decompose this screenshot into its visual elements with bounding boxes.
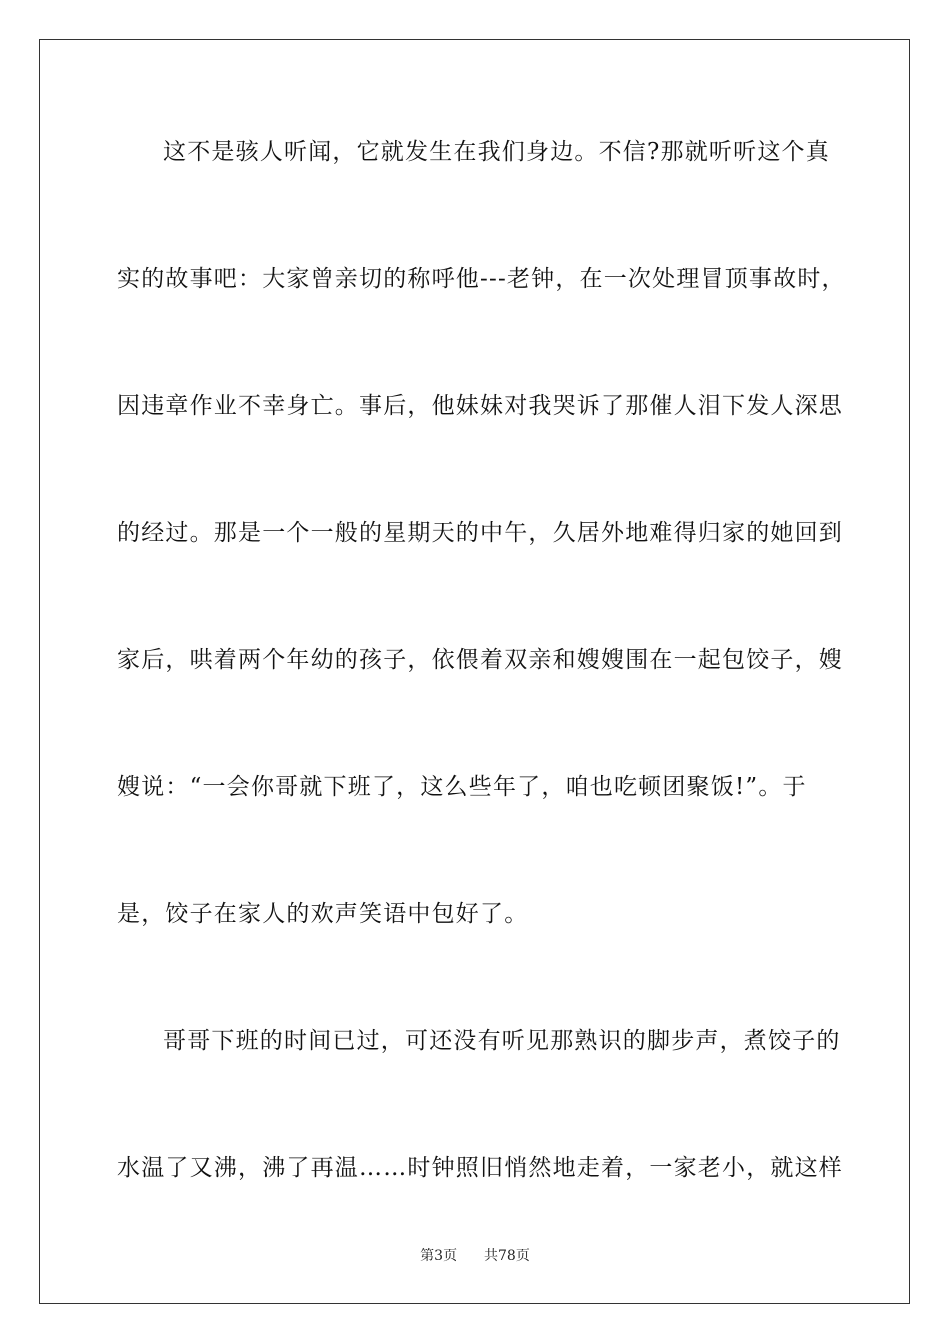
paragraph-line: 哥哥下班的时间已过，可还没有听见那熟识的脚步声，煮饺子的 (163, 1028, 841, 1054)
page-number: 第3页 (420, 1248, 458, 1264)
paragraph-line: 是，饺子在家人的欢声笑语中包好了。 (117, 901, 529, 927)
paragraph-line: 这不是骇人听闻，它就发生在我们身边。不信?那就听听这个真 (163, 139, 830, 165)
paragraph-line: 因违章作业不幸身亡。事后，他妹妹对我哭诉了那催人泪下发人深思 (117, 393, 843, 419)
page-total: 共78页 (484, 1248, 530, 1264)
paragraph-line: 水温了又沸，沸了再温……时钟照旧悄然地走着，一家老小，就这样 (117, 1155, 843, 1181)
paragraph-line: 家后，哄着两个年幼的孩子，依偎着双亲和嫂嫂围在一起包饺子，嫂 (117, 647, 843, 673)
paragraph-line: 嫂说：“一会你哥就下班了，这么些年了，咱也吃顿团聚饭!”。于 (117, 774, 807, 800)
paragraph-line: 的经过。那是一个一般的星期天的中午，久居外地难得归家的她回到 (117, 520, 843, 546)
page-footer (0, 1247, 950, 1265)
paragraph-line: 实的故事吧：大家曾亲切的称呼他---老钟，在一次处理冒顶事故时， (117, 266, 846, 292)
